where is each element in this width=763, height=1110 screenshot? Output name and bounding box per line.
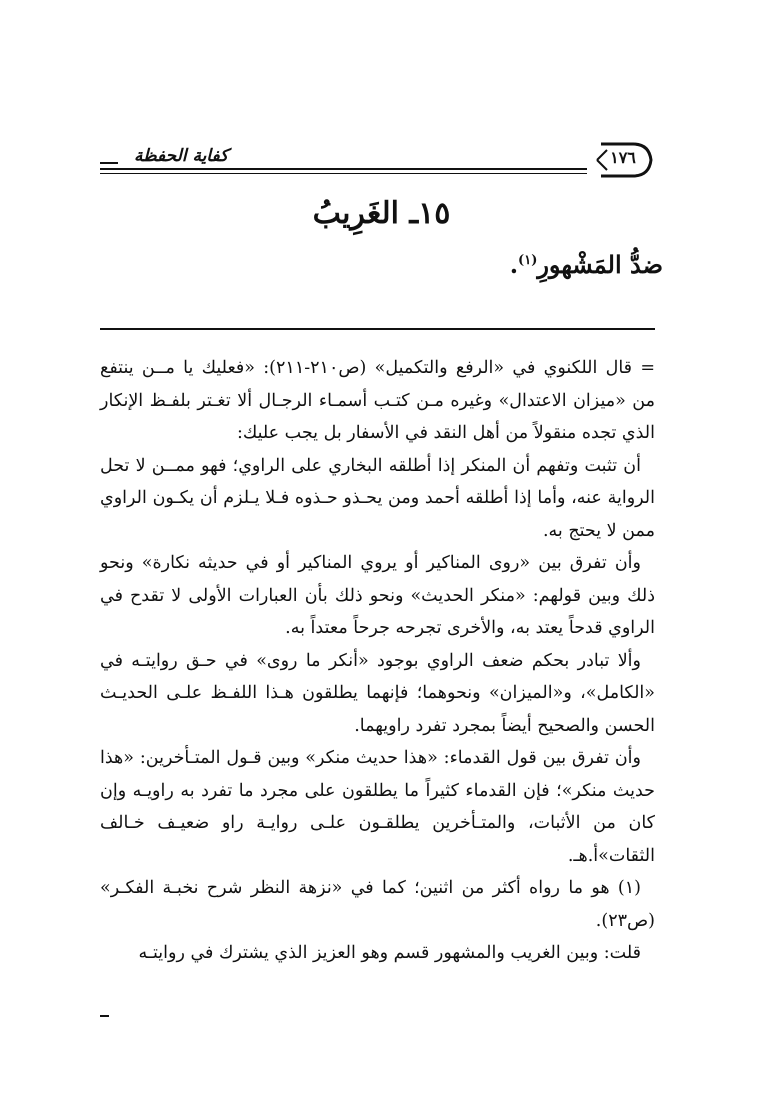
footnote-paragraph: قلت: وبين الغريب والمشهور قسم وهو العزيز الذي يشترك في روايتـه xyxy=(138,943,641,963)
page-header xyxy=(100,140,655,184)
definition-period: . xyxy=(509,250,519,279)
continuation-dash xyxy=(100,1015,109,1017)
chapter-title: ١٥ـ الغَرِيبُ xyxy=(312,196,451,231)
footnote-paragraph: (١) هو ما رواه أكثر من اثنين؛ كما في «نزهة النظر شرح نخبـة الفكـر» (ص٢٣). xyxy=(100,878,655,931)
footnote-paragraph: أن تثبت وتفهم أن المنكر إذا أطلقه البخاري على الراوي؛ فهو ممــن لا تحل الرواية عنه، وأما إذا أطلقه أحمد ومن يحـذو حـذوه فـلا يـلزم أن يكـون الراوي ممن لا يحتج به. xyxy=(100,455,655,541)
header-rule-thin xyxy=(100,173,587,174)
footnote-separator xyxy=(100,328,655,330)
title-dash xyxy=(100,162,118,164)
page-number-badge xyxy=(593,140,655,180)
page-number: ١٧٦ xyxy=(610,148,636,167)
header-rule xyxy=(100,168,587,170)
footnote-paragraph: وأن تفرق بين «روى المناكير أو يروي المناكير أو في حديثه نكارة» ونحو ذلك وبين قولهم: «منكر الحديث» ونحو ذلك بأن العبارات الأولى لا تقدح في الراوي قدحاً يعتد به، والأخرى تجرحه جرحاً معتداً به. xyxy=(100,553,655,638)
footnote-paragraph: وأن تفرق بين قول القدماء: «هذا حديث منكر» وبين قـول المتـأخرين: «هذا حديث منكر»؛ فإن القدماء كثيراً ما يطلقون على مجرد ما تفرد به راويـه وإن كان من الأثبات، والمتـأخرين يطلقـون علـى روايـة راو ضعيـف خـالف الثقات»أ.هـ. xyxy=(100,748,655,866)
footnote-ref: (١) xyxy=(518,253,538,268)
footnote-paragraph: = قال اللكنوي في «الرفع والتكميل» (ص٢١٠-٢١١): «فعليك يا مــن ينتفع من «ميزان الاعتدال» وغيره مـن كتـب أسمـاء الرجـال ألا تغـتر بلفـظ الإنكار الذي تجده منقولاً من أهل النقد في الأسفار بل يجب عليك: xyxy=(100,358,656,443)
definition-line xyxy=(510,250,663,279)
footnote-paragraph: وألا تبادر بحكم ضعف الراوي بوجود «أنكر ما روى» في حـق روايتـه في «الكامل»، و«الميزان» ونحوهما؛ فإنهما يطلقون هـذا اللفـظ علـى الحديـث الحسن والصحيح أيضاً بمجرد تفرد راويهما. xyxy=(100,650,655,736)
definition-text: ضدُّ المَشْهورِ xyxy=(537,250,663,279)
footnotes-block xyxy=(100,352,655,970)
running-title: كفاية الحفظة xyxy=(128,146,234,166)
